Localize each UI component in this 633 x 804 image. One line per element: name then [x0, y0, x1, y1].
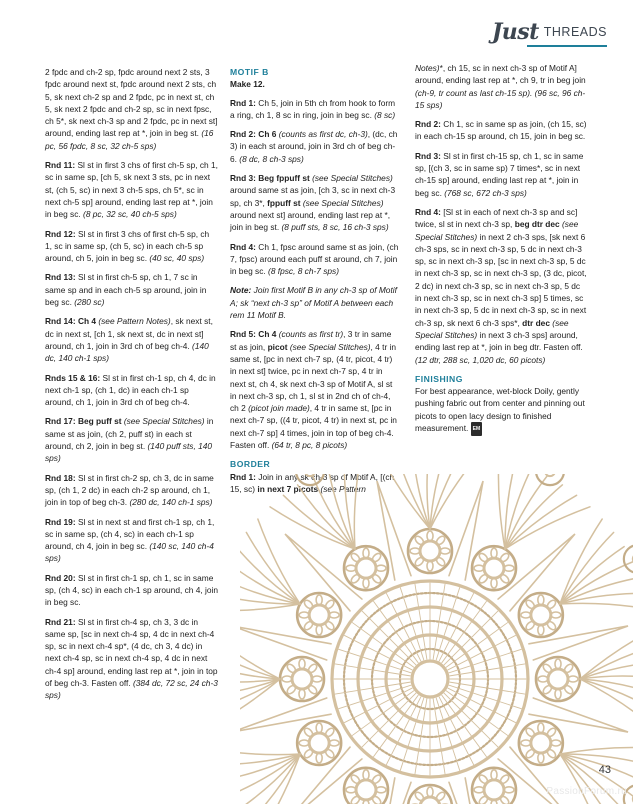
motif-round-5: Rnd 5: Ch 4 (counts as first tr), 3 tr in same st as join, picot (see Special Stitches), 4 tr in same st, [pc in next ch-7 sp, (4 tr, picot, 4 tr) in next st] twice, pc in next ch-7 sp, 4 tr in next st, ch 4, sk next ch-3 sp of Motif A, sl st in next ch-3 sp, ch 1, sl st in 2nd ch of ch-4, ch 2 (picot join made), 4 tr in same st, [pc in next ch-7 sp, ((4 tr, picot, 4 tr) in next st, pc in next ch-7 sp] 4 times, join in top of beg ch-4. Fasten off. (64 tr, 8 pc, 8 picots) — [230, 328, 400, 451]
lace-stitch — [536, 657, 580, 701]
lace-stitch — [305, 474, 315, 476]
lace-stitch — [307, 663, 318, 674]
doily-photo — [240, 474, 633, 804]
round-12: Rnd 12: Sl st in first 3 chs of first ch-5 sp, ch 1, sc in same sp, (ch 5, sc) in each ch-5 sp around, ch 5, join in beg sc. (40 sc, 40 sps) — [45, 228, 218, 265]
lace-stitch — [324, 599, 335, 610]
watermark: PassionForum.ru — [546, 786, 627, 797]
lace-stitch — [324, 748, 335, 759]
end-mark-icon: EM — [471, 422, 483, 436]
lace-stitch — [542, 684, 553, 695]
column-3 — [415, 62, 588, 443]
round-11: Rnd 11: Sl st in first 3 chs of first ch-5 sp, ch 1, sc in same sp, [ch 5, sk next 3 sts, pc in next st, (ch 5, sc) in next 3 ch-5 sps, ch 5*, sc in next ch-5 sp] around, ending last rep at *, join in beg sc. (8 pc, 32 sc, 40 ch-5 sps) — [45, 159, 218, 220]
lace-stitch — [363, 800, 369, 804]
lace-stitch — [414, 791, 425, 802]
lace-stitch — [478, 774, 489, 785]
lace-stitch — [430, 474, 465, 529]
border-round-1: Rnd 1: Join in any sk ch-3 sp of Motif A, [(ch 15, sc) in next 7 picots (see Pattern — [230, 471, 400, 496]
lace-stitch — [525, 620, 536, 631]
finishing-heading: FINISHING — [415, 373, 588, 385]
lace-stitch — [560, 519, 602, 604]
lace-stitch — [354, 474, 361, 549]
round-18: Rnd 18: Sl st in first ch-2 sp, ch 3, dc in same sp, (ch 1, 2 dc) in each ch-2 sp around, ch 1, join in top of beg ch-3. (280 dc, 140 ch-1 sps) — [45, 472, 218, 509]
lace-stitch — [436, 588, 459, 660]
round-19: Rnd 19: Sl st in next st and first ch-1 sp, ch 1, sc in same sp, (ch 4, sc) in each ch-1 sp around, ch 4, join in beg sc. (140 sc, 140 ch-4 sps) — [45, 516, 218, 565]
lace-stitch — [563, 684, 574, 695]
lace-stitch — [472, 546, 516, 590]
lace-stitch — [240, 604, 300, 611]
column-2 — [230, 66, 400, 502]
finishing-text: For best appearance, wet-block Doily, gently pushing fabric out from center and pinning out picots to open lacy design to finished measurement. EM — [415, 385, 588, 436]
round-17: Rnd 17: Beg puff st (see Special Stitches) in same st as join, (ch 2, puff st) in each st around, ch 2, join in beg st. (140 puff sts, 140 sps) — [45, 415, 218, 464]
lace-stitch — [350, 573, 361, 584]
lace-stitch — [240, 748, 300, 755]
lace-stitch — [400, 698, 423, 770]
lace-stitch — [478, 552, 489, 563]
lace-stitch — [377, 778, 411, 804]
lace-stitch — [286, 663, 297, 674]
lace-stitch — [551, 740, 561, 746]
border-round-3: Rnd 3: Sl st in first ch-15 sp, ch 1, sc in same sp, [(ch 3, sc in same sp) 7 times*, sc in next ch-15 sp] around, ending last rep at *, join in beg sc. (768 sc, 672 ch-3 sps) — [415, 150, 588, 199]
lace-stitch — [240, 627, 280, 679]
lace-stitch — [435, 556, 446, 567]
lace-stitch — [491, 800, 497, 804]
motif-round-3: Rnd 3: Beg fppuff st (see Special Stitches) around same st as join, [ch 3, sc in next ch-3 sp, ch 3*, fppuff st (see Special Stitches) around next st] around, ending last rep at *, join in beg st. (8 puff sts, 8 sc, 16 ch-3 sps) — [230, 172, 400, 233]
motif-round-2: Rnd 2: Ch 6 (counts as first dc, ch-3), (dc, ch 3) in each st around, join in 3rd ch of beg ch-6. (8 dc, 8 ch-3 sps) — [230, 128, 400, 165]
lace-stitch — [499, 573, 510, 584]
round-13: Rnd 13: Sl st in first ch-5 sp, ch 1, 7 sc in same sp and in each ch-5 sp around, join in beg sc. (280 sc) — [45, 271, 218, 308]
motif-round-4: Rnd 4: Ch 1, fpsc around same st as join, (ch 7, fpsc) around each puff st around, ch 7, join in beg sc. (8 fpsc, 8 ch-7 sps) — [230, 241, 400, 278]
lace-stitch — [408, 529, 452, 573]
lace-stitch — [546, 748, 557, 759]
lace-stitch — [505, 475, 548, 549]
lace-stitch — [371, 552, 382, 563]
lace-stitch — [499, 552, 510, 563]
lace-stitch — [363, 548, 369, 558]
lace-stitch — [350, 774, 361, 785]
lace-stitch — [580, 679, 633, 714]
lace-stitch — [560, 603, 633, 610]
rounds-15-16: Rnds 15 & 16: Sl st in first ch-1 sp, ch 4, dc in next ch-1 sp, (ch 1, dc) in each ch-1 sp around, ch 1, join in 3rd ch of beg ch-4. — [45, 372, 218, 409]
lace-stitch — [240, 644, 280, 679]
lace-stitch — [551, 612, 561, 618]
lace-stitch — [395, 474, 430, 529]
lace-stitch — [339, 685, 411, 708]
lace-stitch — [478, 573, 489, 584]
motif-b-make: Make 12. — [230, 78, 400, 90]
lace-stitch — [303, 748, 314, 759]
page-number: 43 — [599, 764, 611, 776]
round-14: Rnd 14: Ch 4 (see Pattern Notes), sk next st, dc in next st, [ch 1, sk next st, dc in next st] around, ch 1, join in 3rd ch of beg ch-4. (140 dc, 140 ch-1 sps) — [45, 315, 218, 364]
column-1 — [45, 66, 218, 709]
lace-stitch — [435, 535, 446, 546]
lace-stitch — [339, 649, 411, 672]
lace-stitch — [299, 612, 309, 618]
lace-stitch — [542, 663, 553, 674]
lace-stitch — [546, 727, 557, 738]
lace-stitch — [563, 663, 574, 674]
motif-b-heading: MOTIF B — [230, 67, 269, 77]
lace-stitch — [449, 778, 483, 804]
border-round-1-continued: Notes)*, ch 15, sc in next ch-3 sp of Motif A] around, ending last rep at *, ch 9, tr in beg join (ch-9, tr count as last ch-15 sp). (96 sc, 96 ch-15 sps) — [415, 62, 588, 111]
motif-round-1: Rnd 1: Ch 5, join in 5th ch from hook to form a ring, ch 1, 8 sc in ring, join in beg sc. (8 sc) — [230, 97, 400, 122]
brand-script: Just — [492, 19, 539, 45]
lace-stitch — [270, 507, 355, 549]
doily-illustration — [240, 474, 633, 804]
border-heading: BORDER — [230, 458, 400, 470]
brand-word: THREADS — [544, 25, 607, 39]
lace-stitch — [430, 474, 482, 529]
lace-stitch — [414, 535, 425, 546]
lace-stitch — [498, 474, 505, 549]
lace-stitch — [546, 599, 557, 610]
lace-stitch — [324, 727, 335, 738]
join-note: Note: Join first Motif B in any ch-3 sp of Motif A; sk “next ch-3 sp” of Motif A between each rem 11 Motif B. — [230, 284, 400, 321]
lace-stitch — [371, 774, 382, 785]
lace-stitch — [240, 698, 331, 732]
lace-stitch — [580, 644, 633, 679]
lace-stitch — [525, 748, 536, 759]
lace-stitch — [525, 599, 536, 610]
lace-stitch — [525, 727, 536, 738]
lace-stitch — [303, 727, 314, 738]
paragraph-continued: 2 fpdc and ch-2 sp, fpdc around next 2 sts, 3 fpdc around next st, fpdc around next 2 sts, ch 5, sk next ch-2 sp and 2 fpdc, pc in next st, ch 5, sk next 2 fpdc and ch-2 sp, sc in next fpsc, ch 5*, sk next ch-3 sp and 2 fpdc, pc in next st] around, ending last rep at *, join in beg st. (16 pc, 56 fpdc, 8 sc, 32 ch-5 sps) — [45, 66, 218, 152]
lace-stitch — [449, 649, 521, 672]
lace-stitch — [412, 661, 448, 697]
lace-stitch — [280, 657, 324, 701]
lace-stitch — [624, 545, 633, 573]
lace-stitch — [371, 573, 382, 584]
round-20: Rnd 20: Sl st in first ch-1 sp, ch 1, sc in same sp, (ch 4, sc) in each ch-1 sp around, ch 4, join in beg sc. — [45, 572, 218, 609]
lace-stitch — [299, 740, 309, 746]
lace-stitch — [324, 620, 335, 631]
lace-stitch — [307, 684, 318, 695]
lace-stitch — [414, 556, 425, 567]
lace-stitch — [449, 685, 521, 708]
lace-stitch — [350, 552, 361, 563]
lace-stitch — [303, 620, 314, 631]
lace-stitch — [303, 599, 314, 610]
lace-stitch — [297, 721, 341, 765]
lace-stitch — [297, 593, 341, 637]
lace-stitch — [240, 626, 331, 660]
border-round-4: Rnd 4: [Sl st in each of next ch-3 sp and sc] twice, sl st in next ch-3 sp, beg dtr dec (see Special Stitches) in next 2 ch-3 sps, [sk next 6 ch-3 sps, sc in next ch-3 sp, 5 dc in next ch-3 sp, sc in next ch-3 sp, [sc in next ch-3 sp, 5 dc in next ch-3 sp, sc in next ch-3 sp, (3 dc, picot, 2 dc) in next ch-3 sp, sc in next ch-3 sp, 5 dc in next ch-3 sp, sc in next ch-3 sp] 5 times, sc in next ch-3 sp, 5 dc in next ch-3 sp, sc in next ch-3 sp, sk next 6 ch-3 sps*, dtr dec (see Special Stitches) in next 3 ch-3 sps] around, ending last rep at *, join in beg dtr. Fasten off. (12 dtr, 288 sc, 1,020 dc, 60 picots) — [415, 206, 588, 366]
lace-stitch — [400, 588, 423, 660]
round-21: Rnd 21: Sl st in first ch-4 sp, ch 3, 3 dc in same sp, [sc in next ch-4 sp, 4 dc in next ch-4 sp, sc in next ch-4 sp*, (4 dc, ch 3, 4 dc) in next ch-4 sp, sc in next ch-4 sp, 4 dc in next ch-4 sp] around, ending last rep at *, join in top of beg ch-3. Fasten off. (384 dc, 72 sc, 24 ch-3 sps) — [45, 616, 218, 702]
lace-stitch — [560, 577, 633, 604]
lace-stitch — [545, 474, 555, 476]
lace-stitch — [344, 546, 388, 590]
lace-stitch — [435, 791, 446, 802]
lace-stitch — [519, 593, 563, 637]
lace-stitch — [519, 721, 563, 765]
lace-stitch — [240, 679, 280, 731]
border-round-2: Rnd 2: Ch 1, sc in same sp as join, (ch 15, sc) in each ch-15 sp around, ch 15, join in beg sc. — [415, 118, 588, 143]
lace-stitch — [491, 548, 497, 558]
lace-stitch — [560, 747, 633, 754]
lace-stitch — [246, 754, 300, 804]
lace-stitch — [499, 774, 510, 785]
lace-stitch — [546, 620, 557, 631]
lace-stitch — [286, 684, 297, 695]
brand-rule — [527, 45, 607, 47]
lace-stitch — [436, 698, 459, 770]
brand-header — [492, 20, 607, 44]
